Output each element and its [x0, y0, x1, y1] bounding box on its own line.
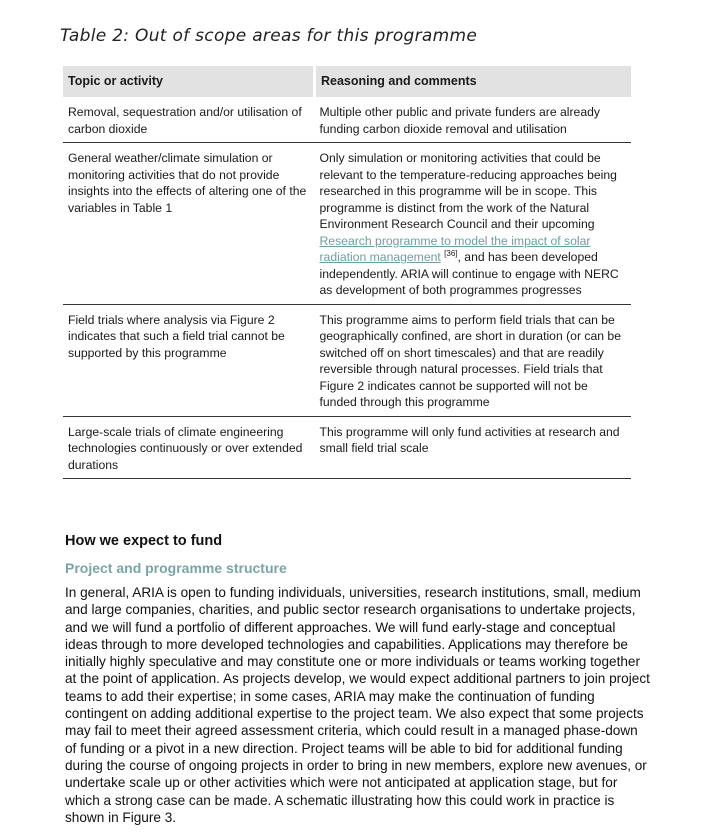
- reasoning-text: Only simulation or monitoring activities that could be relevant to the temperature-reducing approaches being researched in this programme will be in scope. This programme is distinct from the work of the Natural Environment Research Council and their upcoming: [319, 151, 617, 231]
- topic-cell: Removal, sequestration and/or utilisation of carbon dioxide: [63, 97, 315, 143]
- section-subheading: Project and programme structure: [65, 560, 287, 576]
- topic-cell: Field trials where analysis via Figure 2 indicates that such a field trial cannot be supported by this programme: [63, 304, 315, 416]
- table-row: [63, 143, 631, 305]
- reasoning-cell: [315, 143, 632, 305]
- reasoning-cell: This programme will only fund activities at research and small field trial scale: [315, 416, 632, 479]
- topic-cell: General weather/climate simulation or monitoring activities that do not provide insights into the effects of altering one of the variables in Table 1: [63, 143, 315, 305]
- out-of-scope-table: [63, 66, 631, 479]
- table-row: [63, 416, 631, 479]
- srm-research-programme-link[interactable]: Research programme to model the impact of solar radiation management: [319, 233, 591, 264]
- column-header-topic: Topic or activity: [63, 66, 315, 97]
- reference-marker: [36]: [444, 249, 458, 258]
- table-row: [63, 304, 631, 416]
- table-row: [63, 97, 631, 143]
- topic-cell: Large-scale trials of climate engineering technologies continuously or over extended durations: [63, 416, 315, 479]
- reasoning-cell: Multiple other public and private funders are already funding carbon dioxide removal and utilisation: [315, 97, 632, 143]
- reasoning-text: , and has been developed independently. ARIA will continue to engage with NERC as development of both programmes progresses: [319, 250, 619, 297]
- section-heading: How we expect to fund: [65, 533, 223, 549]
- reasoning-cell: This programme aims to perform field trials that can be geographically confined, are short in duration (or can be switched off on short timescales) and that are readily reversible through natural processes. Field trials that Figure 2 indicates cannot be supported will not be funded through this programme: [315, 304, 632, 416]
- table-caption: Table 2: Out of scope areas for this programme: [60, 26, 478, 46]
- column-header-reasoning: Reasoning and comments: [315, 66, 632, 97]
- body-paragraph: In general, ARIA is open to funding individuals, universities, research institutions, small, medium and large companies, charities, and public sector research organisations to undertake projects, and we will fund a portfolio of different approaches. We will fund early-stage and conceptual ideas through to more developed technologies and capabilities. Applications may therefore be initially highly speculative and may constitute one or more individuals or teams working together at the point of application. As projects develop, we would expect additional partners to join project teams to add their expertise; in some cases, ARIA may make the continuation of funding contingent on adding additional expertise to the project team. We also expect that some projects may fail to meet their agreed assessment criteria, which could result in a managed phase-down of funding or a pivot in a new direction. Project teams will be able to bid for additional funding during the course of ongoing projects in order to bring in new members, explore new avenues, or undertake scale up or other activities which were not anticipated at application stage, but for which a strong case can be made. A schematic illustrating how this could work in practice is shown in Figure 3.: [65, 585, 650, 825]
- table-header-row: [63, 66, 631, 97]
